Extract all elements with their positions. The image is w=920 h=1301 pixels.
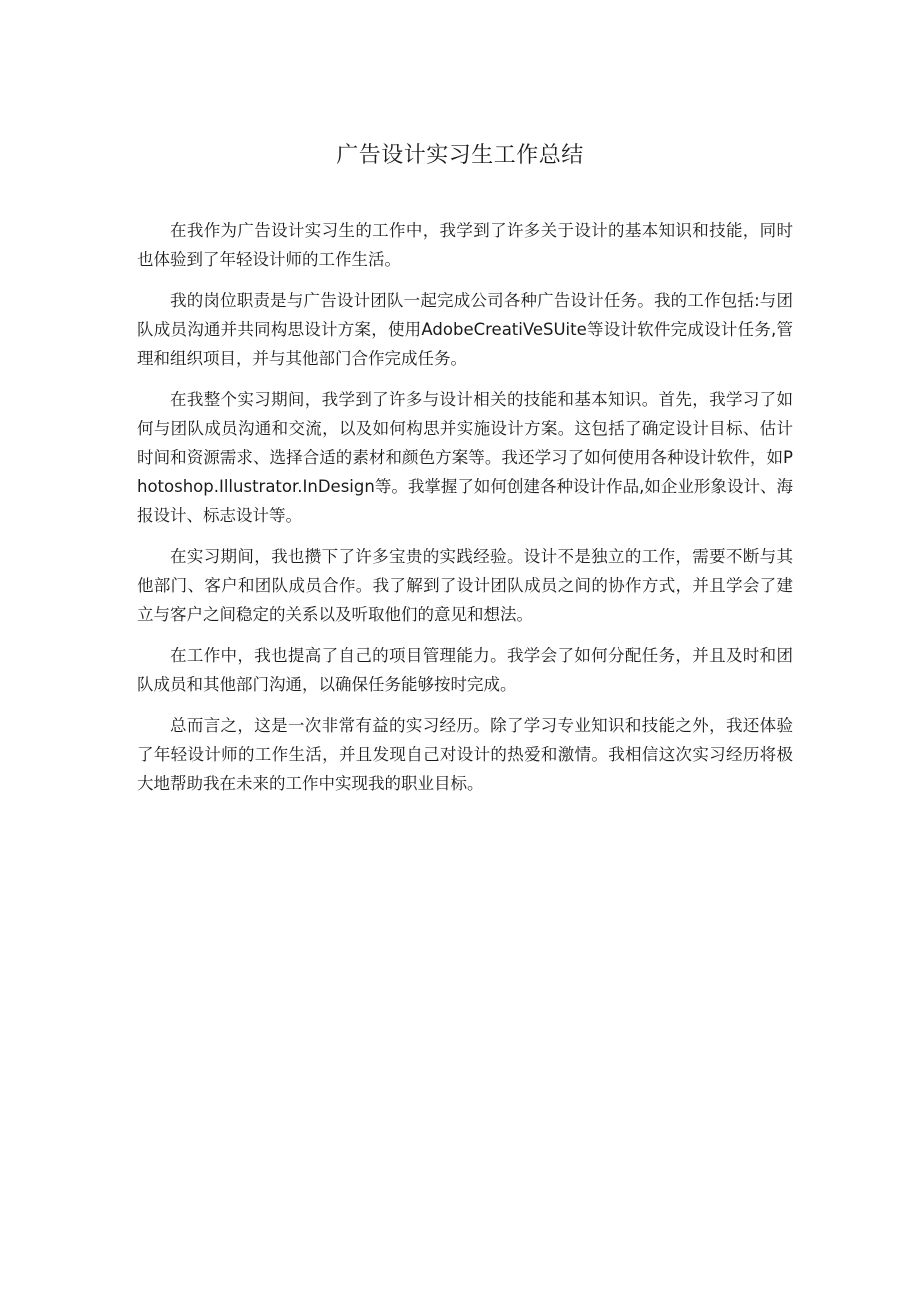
paragraph-2: 我的岗位职责是与广告设计团队一起完成公司各种广告设计任务。我的工作包括:与团队成员沟通并共同构思设计方案，使用AdobeCreatiVeSUite等设计软件完成设计任务,管理和组织项目，并与其他部门合作完成任务。	[137, 291, 793, 368]
document-title: 广告设计实习生工作总结	[336, 143, 584, 168]
paragraph-5: 在工作中，我也提高了自己的项目管理能力。我学会了如何分配任务，并且及时和团队成员和其他部门沟通，以确保任务能够按时完成。	[137, 646, 793, 694]
paragraph-6: 总而言之，这是一次非常有益的实习经历。除了学习专业知识和技能之外，我还体验了年轻设计师的工作生活，并且发现自己对设计的热爱和激情。我相信这次实习经历将极大地帮助我在未来的工作中实现我的职业目标。	[137, 716, 793, 793]
document-body	[137, 216, 793, 810]
paragraph-4: 在实习期间，我也攒下了许多宝贵的实践经验。设计不是独立的工作，需要不断与其他部门、客户和团队成员合作。我了解到了设计团队成员之间的协作方式，并且学会了建立与客户之间稳定的关系以及听取他们的意见和想法。	[137, 547, 793, 624]
paragraph-3: 在我整个实习期间，我学到了许多与设计相关的技能和基本知识。首先，我学习了如何与团队成员沟通和交流，以及如何构思并实施设计方案。这包括了确定设计目标、估计时间和资源需求、选择合适的素材和颜色方案等。我还学习了如何使用各种设计软件，如Photoshop.Illustrator.InDesign等。我掌握了如何创建各种设计作品,如企业形象设计、海报设计、标志设计等。	[137, 390, 793, 525]
paragraph-1: 在我作为广告设计实习生的工作中，我学到了许多关于设计的基本知识和技能，同时也体验到了年轻设计师的工作生活。	[137, 221, 793, 269]
